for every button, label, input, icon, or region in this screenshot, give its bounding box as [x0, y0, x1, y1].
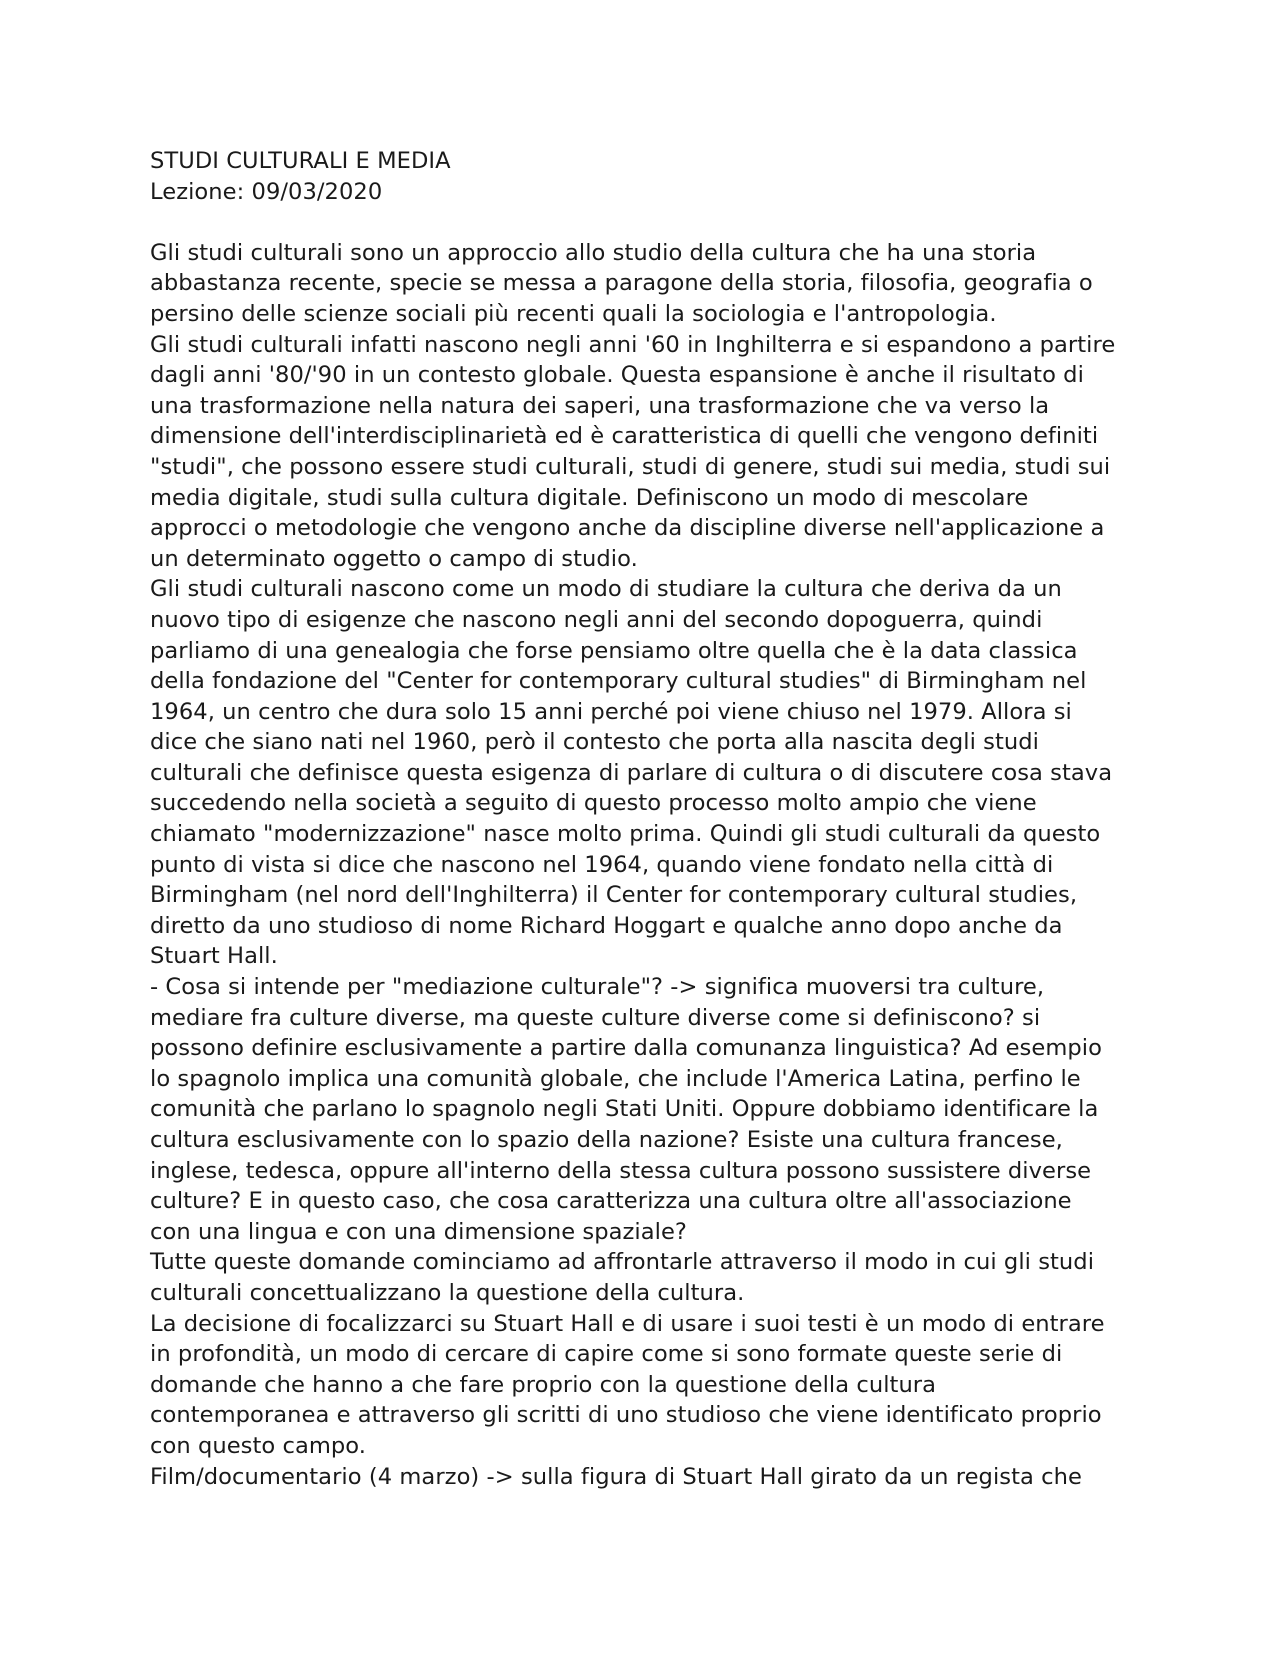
body-line: Gli studi culturali nascono come un modo di studiare la cultura che deriva da un [150, 576, 1062, 603]
body-line: Stuart Hall. [150, 943, 278, 970]
body-line: Film/documentario (4 marzo) -> sulla figura di Stuart Hall girato da un regista che [150, 1463, 1082, 1490]
body-line: lo spagnolo implica una comunità globale, che include l'America Latina, perfino le [150, 1065, 1081, 1092]
body-line: media digitale, studi sulla cultura digitale. Definiscono un modo di mescolare [150, 484, 1029, 511]
body-line: dice che siano nati nel 1960, però il contesto che porta alla nascita degli studi [150, 729, 1039, 756]
body-line: mediare fra culture diverse, ma queste culture diverse come si definiscono? si [150, 1004, 1041, 1031]
lesson-date: Lezione: 09/03/2020 [150, 178, 383, 205]
body-line: della fondazione del "Center for contemporary cultural studies" di Birmingham nel [150, 668, 1087, 695]
body-line: abbastanza recente, specie se messa a paragone della storia, filosofia, geografia o [150, 270, 1093, 297]
body-line: comunità che parlano lo spagnolo negli Stati Uniti. Oppure dobbiamo identificare la [150, 1096, 1099, 1123]
body-line: succedendo nella società a seguito di questo processo molto ampio che viene [150, 790, 1037, 817]
body-line: possono definire esclusivamente a partire dalla comunanza linguistica? Ad esempio [150, 1035, 1102, 1062]
document-body [150, 146, 1140, 1492]
body-line: La decisione di focalizzarci su Stuart Hall e di usare i suoi testi è un modo di entrare [150, 1310, 1105, 1337]
body-line: diretto da uno studioso di nome Richard Hoggart e qualche anno dopo anche da [150, 912, 1063, 939]
body-line: culturali che definisce questa esigenza di parlare di cultura o di discutere cosa stava [150, 759, 1113, 786]
body-line: "studi", che possono essere studi culturali, studi di genere, studi sui media, studi sui [150, 453, 1111, 480]
body-line: punto di vista si dice che nascono nel 1964, quando viene fondato nella città di [150, 851, 1054, 878]
body-line: Gli studi culturali sono un approccio allo studio della cultura che ha una storia [150, 239, 1037, 266]
body-line: - Cosa si intende per "mediazione culturale"? -> significa muoversi tra culture, [150, 974, 1045, 1001]
body-line: Tutte queste domande cominciamo ad affrontarle attraverso il modo in cui gli studi [150, 1249, 1095, 1276]
body-line: dimensione dell'interdisciplinarietà ed è caratteristica di quelli che vengono definiti [150, 423, 1099, 450]
body-text [150, 238, 1140, 1492]
body-line: in profondità, un modo di cercare di capire come si sono formate queste serie di [150, 1341, 1063, 1368]
body-line: Gli studi culturali infatti nascono negli anni '60 in Inghilterra e si espandono a partire [150, 331, 1116, 358]
body-line: Birmingham (nel nord dell'Inghilterra) il Center for contemporary cultural studies, [150, 882, 1078, 909]
body-line: culturali concettualizzano la questione della cultura. [150, 1279, 745, 1306]
body-line: un determinato oggetto o campo di studio. [150, 545, 638, 572]
body-line: dagli anni '80/'90 in un contesto globale. Questa espansione è anche il risultato di [150, 362, 1084, 389]
body-line: una trasformazione nella natura dei saperi, una trasformazione che va verso la [150, 392, 1050, 419]
body-line: domande che hanno a che fare proprio con la questione della cultura [150, 1371, 937, 1398]
body-line: chiamato "modernizzazione" nasce molto prima. Quindi gli studi culturali da questo [150, 821, 1101, 848]
body-line: con questo campo. [150, 1432, 367, 1459]
body-line: culture? E in questo caso, che cosa caratterizza una cultura oltre all'associazione [150, 1188, 1072, 1215]
body-line: contemporanea e attraverso gli scritti di uno studioso che viene identificato proprio [150, 1402, 1102, 1429]
body-line: persino delle scienze sociali più recenti quali la sociologia e l'antropologia. [150, 300, 997, 327]
body-line: inglese, tedesca, oppure all'interno della stessa cultura possono sussistere diverse [150, 1157, 1092, 1184]
body-line: con una lingua e con una dimensione spaziale? [150, 1218, 687, 1245]
body-line: nuovo tipo di esigenze che nascono negli anni del secondo dopoguerra, quindi [150, 606, 1043, 633]
body-line: 1964, un centro che dura solo 15 anni perché poi viene chiuso nel 1979. Allora si [150, 698, 1072, 725]
body-line: approcci o metodologie che vengono anche da discipline diverse nell'applicazione a [150, 515, 1105, 542]
body-line: parliamo di una genealogia che forse pensiamo oltre quella che è la data classica [150, 637, 1078, 664]
blank-line [150, 207, 1140, 238]
body-line: cultura esclusivamente con lo spazio della nazione? Esiste una cultura francese, [150, 1127, 1063, 1153]
document-title: STUDI CULTURALI E MEDIA [150, 148, 451, 174]
